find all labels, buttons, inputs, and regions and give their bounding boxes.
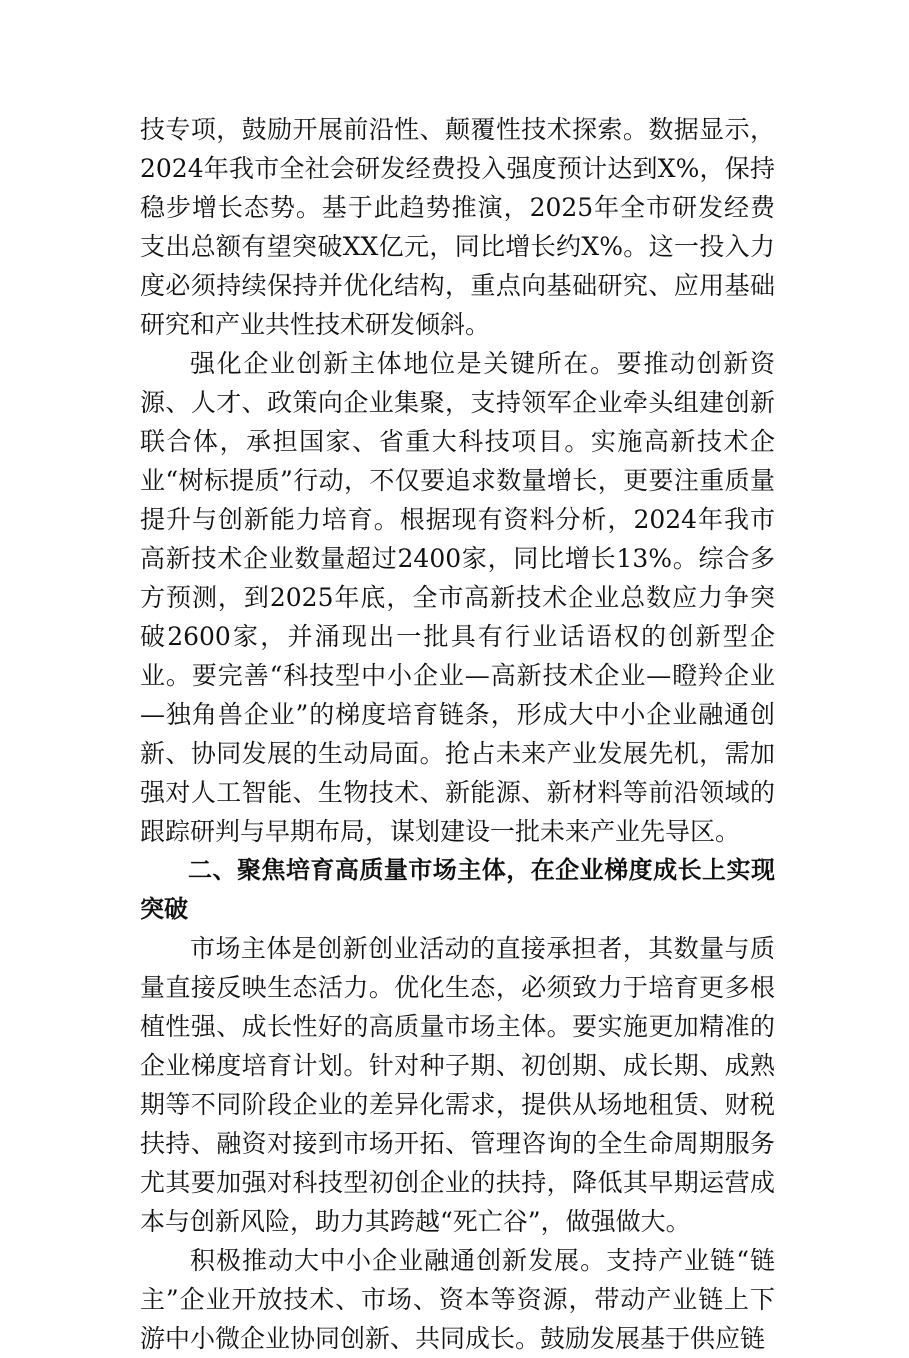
paragraph-integrated-innovation: 积极推动大中小企业融通创新发展。支持产业链“链主”企业开放技术、市场、资本等资源，带动产业链上下游中小微企业协同创新、共同成长。鼓励发展基于供应链 [140, 1246, 775, 1353]
paragraph-market-entities: 市场主体是创新创业活动的直接承担者，其数量与质量直接反映生态活力。优化生态，必须致力于培育更多根植性强、成长性好的高质量市场主体。要实施更加精准的企业梯度培育计划。针对种子期、初创期、成长期、成熟期等不同阶段企业的差异化需求，提供从场地租赁、财税扶持、融资对接到市场开拓、管理咨询的全生命周期服务尤其要加强对科技型初创企业的扶持，降低其早期运营成本与创新风险，助力其跨越“死亡谷”，做强做大。 [140, 934, 775, 1236]
paragraph-enterprise-innovation: 强化企业创新主体地位是关键所在。要推动创新资源、人才、政策向企业集聚，支持领军企业牵头组建创新联合体，承担国家、省重大科技项目。实施高新技术企业“树标提质”行动，不仅要追求数量增长，更要注重质量提升与创新能力培育。根据现有资料分析，2024年我市高新技术企业数量超过2400家，同比增长13%。综合多方预测，到2025年底，全市高新技术企业总数应力争突破2600家，并涌现出一批具有行业话语权的创新型企业。要完善“科技型中小企业—高新技术企业—瞪羚企业—独角兽企业”的梯度培育链条，形成大中小企业融通创新、协同发展的生动局面。抢占未来产业发展先机，需加强对人工智能、生物技术、新能源、新材料等前沿领域的跟踪研判与早期布局，谋划建设一批未来产业先导区。 [140, 349, 776, 846]
section-heading-two: 二、聚焦培育高质量市场主体，在企业梯度成长上实现突破 [140, 856, 775, 923]
paragraph-research-funding: 技专项，鼓励开展前沿性、颠覆性技术探索。数据显示，2024年我市全社会研发经费投入强度预计达到X%，保持稳步增长态势。基于此趋势推演，2025年全市研发经费支出总额有望突破XX亿元，同比增长约X%。这一投入力度必须持续保持并优化结构，重点向基础研究、应用基础研究和产业共性技术研发倾斜。 [140, 115, 775, 339]
document-body [140, 110, 775, 1358]
